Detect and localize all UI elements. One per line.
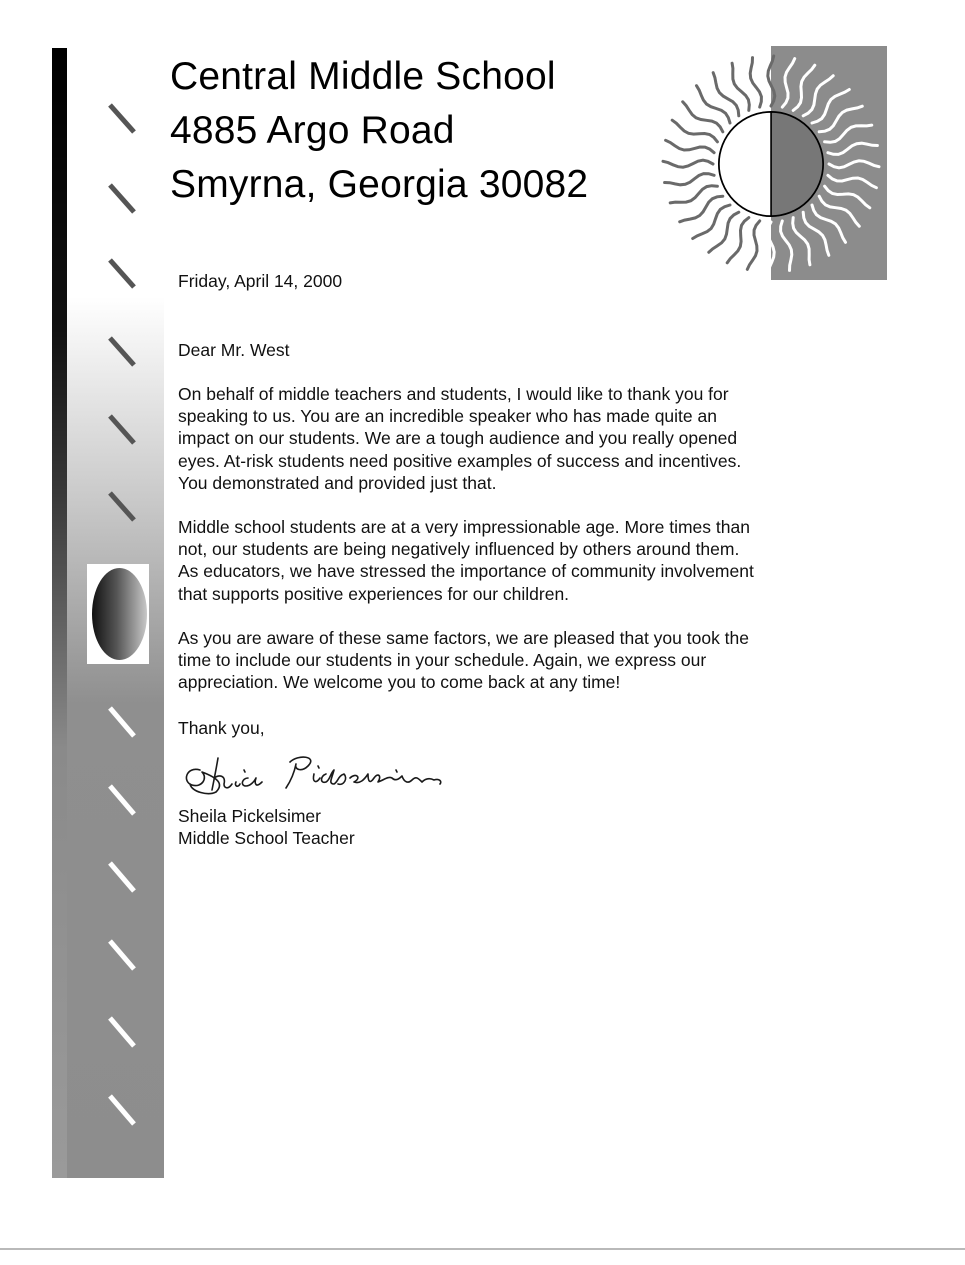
slash-mark [110, 1096, 134, 1124]
slash-mark [110, 493, 134, 520]
paragraph-line: You demonstrated and provided just that. [178, 472, 497, 493]
paragraph-line: time to include our students in your schedule. Again, we express our [178, 650, 707, 671]
slash-mark [110, 786, 134, 814]
paragraph-line: impact on our students. We are a tough audience and you really opened [178, 428, 738, 449]
signer-title: Middle School Teacher [178, 828, 355, 848]
school-name: Central Middle School [170, 55, 556, 98]
slash-mark [110, 185, 134, 212]
slash-mark [110, 416, 134, 443]
slash-mark [110, 260, 134, 287]
paragraph-line: As you are aware of these same factors, we are pleased that you took the [178, 628, 750, 648]
paragraph-line: appreciation. We welcome you to come back at any time! [178, 672, 621, 693]
slash-mark [110, 1018, 134, 1046]
signer-name: Sheila Pickelsimer [178, 806, 321, 826]
paragraph-2 [178, 516, 754, 605]
closing: Thank you, [178, 718, 265, 738]
band-slash-marks [52, 48, 164, 1178]
slash-mark [110, 941, 134, 969]
slash-mark [110, 338, 134, 365]
paragraph-3 [178, 627, 749, 694]
paragraph-1 [178, 383, 741, 494]
salutation: Dear Mr. West [178, 340, 290, 360]
decorative-side-band [52, 48, 164, 1178]
paragraph-line: eyes. At-risk students need positive examples of success and incentives. [178, 450, 742, 471]
paragraph-line: Middle school students are at a very impressionable age. More times than [178, 517, 750, 537]
sun-icon [655, 46, 887, 280]
letter-date: Friday, April 14, 2000 [178, 271, 343, 291]
paragraph-line: On behalf of middle teachers and students, I would like to thank you for [178, 384, 729, 404]
paragraph-line: As educators, we have stressed the importance of community involvement [178, 561, 754, 582]
school-street: 4885 Argo Road [170, 109, 455, 152]
paragraph-line: not, our students are being negatively influenced by others around them. [178, 539, 740, 560]
slash-mark [110, 863, 134, 891]
page-bottom-edge [0, 1248, 965, 1250]
paragraph-line: speaking to us. You are an incredible speaker who has made quite an [178, 406, 717, 427]
school-letterhead [170, 50, 588, 212]
school-city-state-zip: Smyrna, Georgia 30082 [170, 163, 589, 206]
paragraph-line: that supports positive experiences for our children. [178, 583, 570, 604]
slash-mark [110, 105, 134, 132]
slash-mark [110, 708, 134, 736]
handwritten-signature [178, 748, 478, 798]
